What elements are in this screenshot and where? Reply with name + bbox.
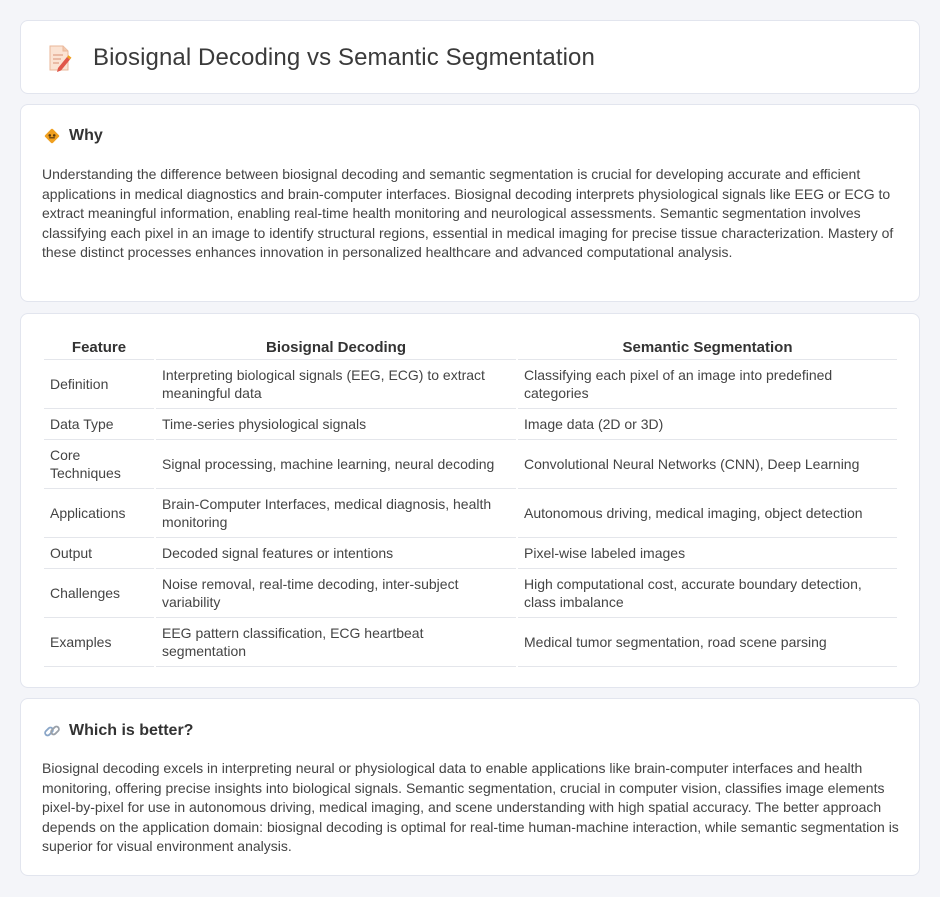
row-feature: Definition xyxy=(44,360,154,409)
table-header-row xyxy=(44,336,897,360)
better-title: Which is better? xyxy=(69,722,194,739)
row-segmentation: Classifying each pixel of an image into predefined categories xyxy=(518,360,897,409)
header-feature: Feature xyxy=(44,336,154,360)
why-title: Why xyxy=(69,127,103,144)
row-segmentation: High computational cost, accurate boundary detection, class imbalance xyxy=(518,569,897,618)
row-segmentation: Convolutional Neural Networks (CNN), Deep Learning xyxy=(518,440,897,489)
table-row xyxy=(44,360,897,409)
row-segmentation: Medical tumor segmentation, road scene parsing xyxy=(518,618,897,667)
table-row xyxy=(44,409,897,440)
why-heading xyxy=(43,127,103,145)
why-text: Understanding the difference between biosignal decoding and semantic segmentation is crucial for developing accurate and efficient applications in medical diagnostics and brain-computer interfaces. Biosignal decoding interprets physiological signals like EEG or ECG to extract meaningful information, enabling real-time health monitoring and neurological assessments. Semantic segmentation involves classifying each pixel in an image to identify structural regions, essential in medical imaging for precise tissue characterization. Mastery of these distinct processes enhances innovation in personalized healthcare and advanced computational analysis. xyxy=(42,166,894,260)
better-text: Biosignal decoding excels in interpreting neural or physiological data to enable applications like brain-computer interfaces and health monitoring, offering precise insights into biological signals. Semantic segmentation, crucial in computer vision, classifies image elements pixel-by-pixel for use in autonomous driving, medical imaging, and scene understanding with high spatial accuracy. The better approach depends on the application domain: biosignal decoding is optimal for real-time human-machine interaction, while semantic segmentation is superior for visual environment analysis. xyxy=(42,760,899,854)
header-card xyxy=(20,20,920,94)
document-pencil-icon xyxy=(47,43,73,73)
header-biosignal-decoding: Biosignal Decoding xyxy=(156,336,516,360)
row-biosignal: Decoded signal features or intentions xyxy=(156,538,516,569)
row-biosignal: Signal processing, machine learning, neural decoding xyxy=(156,440,516,489)
row-biosignal: Noise removal, real-time decoding, inter-subject variability xyxy=(156,569,516,618)
row-feature: Examples xyxy=(44,618,154,667)
row-feature: Data Type xyxy=(44,409,154,440)
row-segmentation: Pixel-wise labeled images xyxy=(518,538,897,569)
row-biosignal: Brain-Computer Interfaces, medical diagnosis, health monitoring xyxy=(156,489,516,538)
comparison-table xyxy=(42,336,899,667)
header-semantic-segmentation: Semantic Segmentation xyxy=(518,336,897,360)
title-row xyxy=(47,43,595,73)
table-row xyxy=(44,489,897,538)
comparison-card xyxy=(20,313,920,688)
row-feature: Output xyxy=(44,538,154,569)
row-feature: Core Techniques xyxy=(44,440,154,489)
row-feature: Challenges xyxy=(44,569,154,618)
row-feature: Applications xyxy=(44,489,154,538)
table-row xyxy=(44,618,897,667)
why-card xyxy=(20,104,920,302)
better-heading xyxy=(43,722,193,740)
row-biosignal: Time-series physiological signals xyxy=(156,409,516,440)
page-title: Biosignal Decoding vs Semantic Segmentation xyxy=(93,44,595,71)
table-row xyxy=(44,440,897,489)
table-row xyxy=(44,538,897,569)
better-card xyxy=(20,698,920,876)
table-row xyxy=(44,569,897,618)
warning-sign-icon xyxy=(43,127,61,145)
row-segmentation: Autonomous driving, medical imaging, object detection xyxy=(518,489,897,538)
link-icon xyxy=(43,722,61,740)
row-segmentation: Image data (2D or 3D) xyxy=(518,409,897,440)
row-biosignal: Interpreting biological signals (EEG, ECG) to extract meaningful data xyxy=(156,360,516,409)
row-biosignal: EEG pattern classification, ECG heartbeat segmentation xyxy=(156,618,516,667)
